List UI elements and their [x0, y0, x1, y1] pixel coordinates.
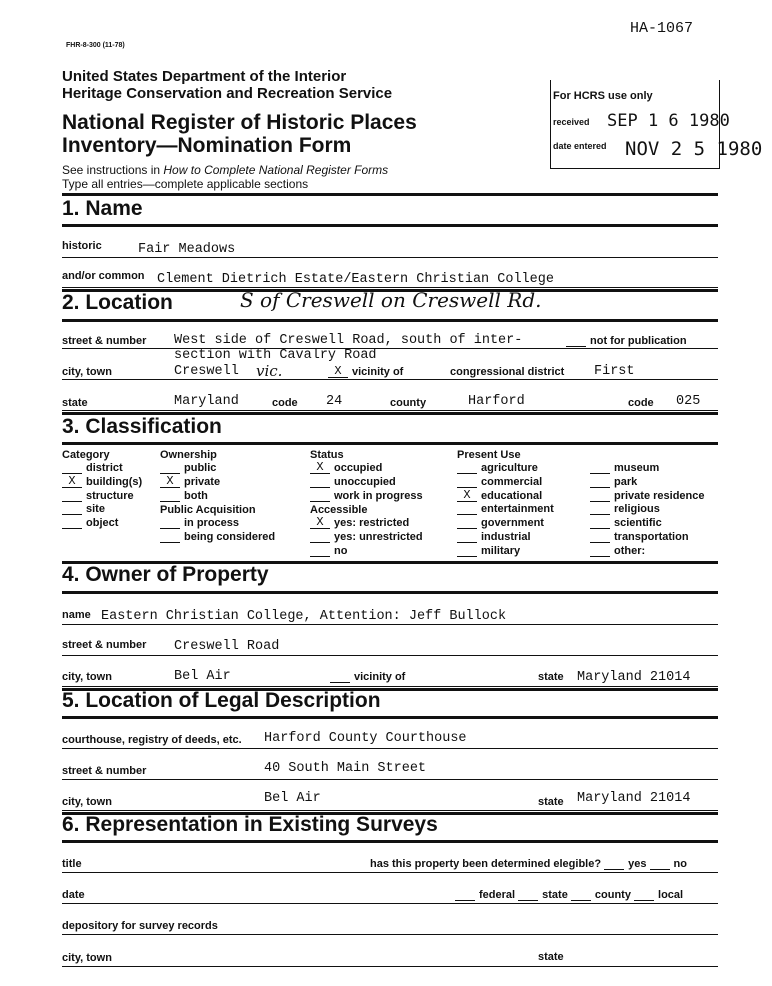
state-code-value: 24 — [326, 394, 343, 409]
checkbox-option[interactable] — [62, 517, 142, 531]
code-label: code — [272, 397, 298, 409]
instructions-line-2: Type all entries—complete applicable sections — [62, 177, 309, 191]
state-option-label: state — [542, 889, 568, 901]
legal-state-value: Maryland 21014 — [577, 791, 691, 806]
eligible-yes-blank[interactable] — [604, 858, 624, 870]
checkbox-mark[interactable] — [590, 476, 610, 488]
survey-date-label: date — [62, 889, 85, 901]
checkbox-option[interactable] — [62, 503, 142, 517]
county-code-value: 025 — [676, 394, 701, 409]
checkbox-option[interactable] — [160, 490, 220, 504]
state-value: Maryland — [174, 394, 239, 409]
ownership-list — [160, 462, 220, 503]
form-title-line-1: National Register of Historic Places — [62, 111, 417, 134]
agency-line-2: Heritage Conservation and Recreation Service — [62, 85, 393, 102]
owner-name-label: name — [62, 609, 91, 621]
handwritten-location-note: S of Creswell on Creswell Rd. — [240, 288, 542, 312]
checkbox-mark[interactable] — [160, 517, 180, 529]
vicinity-mark[interactable]: X — [328, 366, 348, 378]
checkbox-label: no — [334, 544, 348, 557]
owner-city-line — [62, 686, 718, 687]
street-number-label: street & number — [62, 335, 147, 347]
checkbox-mark[interactable] — [310, 490, 330, 502]
checkbox-label: other: — [614, 544, 646, 557]
checkbox-mark[interactable] — [457, 476, 477, 488]
checkbox-mark[interactable] — [160, 531, 180, 543]
checkbox-mark[interactable] — [457, 545, 477, 557]
eligible-no-label: no — [673, 858, 687, 870]
checkbox-label: private residence — [614, 489, 705, 502]
checkbox-option[interactable] — [590, 462, 705, 476]
city-value: Creswell — [174, 364, 239, 379]
hcrs-use-box — [550, 80, 763, 169]
common-name-value: Clement Dietrich Estate/Eastern Christian College — [157, 272, 554, 287]
legal-city-value: Bel Air — [264, 791, 321, 806]
not-for-publication — [566, 335, 687, 347]
owner-name-line — [62, 624, 718, 625]
owner-street-value: Creswell Road — [174, 639, 280, 654]
instructions-prefix: See instructions in — [62, 163, 164, 177]
county-label: county — [390, 397, 427, 409]
owner-state-value: Maryland 21014 — [577, 670, 691, 685]
survey-city-label: city, town — [62, 952, 112, 964]
checkbox-option[interactable] — [160, 531, 275, 545]
checkbox-label: yes: unrestricted — [334, 530, 423, 543]
state-option-blank[interactable] — [518, 889, 538, 901]
checkbox-option[interactable] — [590, 517, 705, 531]
instructions-guide-title: How to Complete National Register Forms — [163, 163, 389, 177]
section-1-rule — [62, 193, 718, 196]
checkbox-option[interactable] — [457, 545, 554, 559]
checkbox-label: in process — [184, 517, 240, 529]
checkbox-mark[interactable]: X — [310, 462, 330, 474]
checkbox-mark[interactable]: X — [310, 517, 330, 529]
historic-line — [62, 257, 718, 258]
county-option-label: county — [594, 889, 631, 901]
checkbox-label: scientific — [614, 517, 662, 530]
state-label: state — [62, 397, 88, 409]
section-2-rule-bottom — [62, 319, 718, 322]
checkbox-mark[interactable]: X — [457, 490, 477, 502]
present-use-list-1 — [457, 462, 554, 559]
common-name-label: and/or common — [62, 270, 145, 282]
checkbox-option[interactable] — [590, 503, 705, 517]
accessible-header: Accessible — [310, 504, 368, 516]
checkbox-option[interactable] — [457, 503, 554, 517]
checkbox-option[interactable] — [310, 462, 423, 476]
form-code: FHR-8-300 (11-78) — [66, 42, 125, 49]
legal-street-line — [62, 779, 718, 780]
checkbox-mark[interactable] — [62, 490, 82, 502]
section-3-heading: 3. Classification — [62, 415, 222, 438]
checkbox-option[interactable] — [62, 490, 142, 504]
status-list — [310, 462, 423, 503]
form-title-line-2: Inventory—Nomination Form — [62, 134, 352, 157]
date-entered-stamp: NOV 2 5 1980 — [625, 138, 763, 160]
checkbox-mark[interactable] — [160, 462, 180, 474]
checkbox-option[interactable] — [310, 531, 423, 545]
owner-city-value: Bel Air — [174, 669, 231, 684]
checkbox-option[interactable] — [590, 490, 705, 504]
owner-street-label: street & number — [62, 639, 147, 651]
checkbox-label: occupied — [334, 462, 383, 474]
checkbox-mark[interactable] — [590, 517, 610, 529]
checkbox-mark[interactable] — [590, 462, 610, 474]
checkbox-label: being considered — [184, 530, 276, 543]
form-id: HA-1067 — [630, 20, 694, 37]
checkbox-label: object — [86, 517, 119, 530]
present-use-header: Present Use — [457, 449, 521, 461]
checkbox-option[interactable] — [457, 487, 554, 504]
checkbox-option[interactable] — [457, 476, 554, 490]
agency-line-1: United States Department of the Interior — [62, 68, 347, 85]
survey-city-line — [62, 966, 718, 967]
accessible-list — [310, 517, 423, 558]
ownership-header: Ownership — [160, 449, 217, 461]
checkbox-mark[interactable] — [160, 490, 180, 502]
vicinity — [328, 366, 403, 378]
legal-city-line — [62, 810, 718, 811]
owner-street-line — [62, 655, 718, 656]
local-label: local — [658, 889, 684, 901]
instructions-line-1 — [62, 163, 388, 177]
checkbox-label: agriculture — [481, 462, 538, 474]
not-for-publication-label: not for publication — [590, 335, 687, 347]
checkbox-option[interactable] — [457, 531, 554, 545]
section-1-heading: 1. Name — [62, 197, 143, 220]
section-4-heading: 4. Owner of Property — [62, 563, 269, 586]
status-header: Status — [310, 449, 344, 461]
courthouse-label: courthouse, registry of deeds, etc. — [62, 734, 242, 746]
owner-state-label: state — [538, 671, 564, 683]
checkbox-mark[interactable] — [590, 490, 610, 502]
section-5-heading: 5. Location of Legal Description — [62, 689, 381, 712]
congressional-district-label: congressional district — [450, 366, 565, 378]
checkbox-label: religious — [614, 503, 660, 516]
street-value-line-2: section with Cavalry Road — [174, 348, 377, 363]
legal-street-label: street & number — [62, 765, 147, 777]
survey-title-line — [62, 872, 718, 873]
checkbox-label: industrial — [481, 530, 531, 543]
legal-city-label: city, town — [62, 796, 112, 808]
city-line — [62, 379, 718, 380]
checkbox-label: educational — [481, 489, 543, 502]
survey-state-label: state — [538, 951, 564, 963]
street-line — [62, 348, 718, 349]
checkbox-mark[interactable] — [62, 517, 82, 529]
historic-label: historic — [62, 240, 102, 252]
section-2-heading: 2. Location — [62, 291, 173, 314]
eligible-yes-label: yes — [628, 858, 647, 870]
checkbox-label: military — [481, 544, 521, 557]
courthouse-line — [62, 748, 718, 749]
survey-date-line — [62, 903, 718, 904]
checkbox-label: structure — [86, 489, 134, 502]
checkbox-mark[interactable]: X — [160, 476, 180, 488]
city-town-label: city, town — [62, 366, 112, 378]
checkbox-mark[interactable] — [590, 545, 610, 557]
checkbox-mark[interactable] — [310, 476, 330, 488]
city-handwritten-vic: vic. — [256, 362, 283, 380]
survey-title-label: title — [62, 858, 82, 870]
checkbox-label: government — [481, 517, 544, 530]
category-header: Category — [62, 449, 110, 461]
checkbox-mark[interactable] — [457, 503, 477, 515]
checkbox-label: entertainment — [481, 503, 554, 516]
checkbox-label: district — [86, 462, 123, 474]
checkbox-mark[interactable] — [457, 517, 477, 529]
checkbox-option[interactable] — [310, 545, 423, 559]
checkbox-mark[interactable] — [590, 531, 610, 543]
checkbox-mark[interactable] — [62, 462, 82, 474]
received-label: received — [553, 117, 590, 127]
checkbox-label: transportation — [614, 530, 689, 543]
federal-blank[interactable] — [455, 889, 475, 901]
checkbox-label: work in progress — [334, 489, 423, 502]
owner-name-value: Eastern Christian College, Attention: Jeff Bullock — [101, 609, 507, 624]
checkbox-option[interactable] — [590, 531, 705, 545]
checkbox-mark[interactable] — [310, 531, 330, 543]
checkbox-label: public — [184, 462, 217, 474]
checkbox-option[interactable] — [310, 490, 423, 504]
checkbox-label: museum — [614, 462, 660, 474]
present-use-list-2 — [590, 462, 705, 559]
checkbox-label: park — [614, 475, 638, 488]
legal-street-value: 40 South Main Street — [264, 761, 427, 776]
owner-vicinity-blank[interactable] — [330, 671, 350, 683]
section-1-rule-bottom — [62, 224, 718, 227]
legal-state-label: state — [538, 796, 564, 808]
eligible-label: has this property been determined elegible? — [370, 858, 602, 870]
checkbox-label: commercial — [481, 475, 543, 488]
checkbox-option[interactable] — [457, 517, 554, 531]
section-3-rule-bottom — [62, 442, 718, 445]
public-acquisition-header: Public Acquisition — [160, 504, 256, 516]
hcrs-box-title: For HCRS use only — [553, 90, 653, 102]
congressional-district-value: First — [594, 364, 635, 379]
checkbox-option[interactable] — [457, 462, 554, 476]
checkbox-label: unoccupied — [334, 475, 396, 488]
section-5-rule-bottom — [62, 716, 718, 719]
checkbox-option[interactable] — [310, 476, 423, 490]
checkbox-option[interactable] — [160, 517, 275, 531]
county-code-label: code — [628, 397, 654, 409]
federal-label: federal — [479, 889, 516, 901]
checkbox-option[interactable] — [590, 545, 705, 559]
historic-name-value: Fair Meadows — [138, 242, 236, 257]
eligible-no-blank[interactable] — [650, 858, 670, 870]
section-6-rule-bottom — [62, 840, 718, 843]
received-stamp: SEP 1 6 1980 — [607, 111, 730, 131]
checkbox-mark[interactable] — [310, 545, 330, 557]
checkbox-option[interactable] — [62, 473, 143, 490]
public-acquisition-list — [160, 517, 275, 545]
depository-label: depository for survey records — [62, 920, 218, 932]
county-value: Harford — [468, 394, 525, 409]
checkbox-label: building(s) — [86, 475, 143, 488]
checkbox-label: private — [184, 475, 221, 488]
section-6-heading: 6. Representation in Existing Surveys — [62, 813, 438, 836]
checkbox-mark[interactable] — [590, 503, 610, 515]
vicinity-label: vicinity of — [352, 366, 404, 378]
not-for-publication-blank[interactable] — [566, 335, 586, 347]
local-blank[interactable] — [634, 889, 654, 901]
street-value-line-1: West side of Creswell Road, south of inter- — [174, 333, 523, 348]
checkbox-mark[interactable]: X — [62, 476, 82, 488]
county-blank[interactable] — [571, 889, 591, 901]
checkbox-label: both — [184, 489, 208, 502]
owner-city-label: city, town — [62, 671, 112, 683]
owner-vicinity-label: vicinity of — [354, 671, 406, 683]
checkbox-label: yes: restricted — [334, 517, 410, 529]
checkbox-option[interactable] — [160, 473, 221, 490]
courthouse-value: Harford County Courthouse — [264, 731, 467, 746]
checkbox-label: site — [86, 503, 105, 516]
depository-line — [62, 934, 718, 935]
eligible-question — [370, 858, 687, 870]
survey-level-options — [455, 889, 683, 901]
section-4-rule-bottom — [62, 591, 718, 594]
checkbox-mark[interactable] — [62, 503, 82, 515]
checkbox-mark[interactable] — [457, 462, 477, 474]
checkbox-mark[interactable] — [457, 531, 477, 543]
owner-vicinity — [330, 671, 405, 683]
category-list — [62, 462, 142, 531]
state-line — [62, 410, 718, 411]
checkbox-option[interactable] — [590, 476, 705, 490]
date-entered-label: date entered — [553, 141, 607, 151]
checkbox-option[interactable] — [310, 517, 423, 531]
